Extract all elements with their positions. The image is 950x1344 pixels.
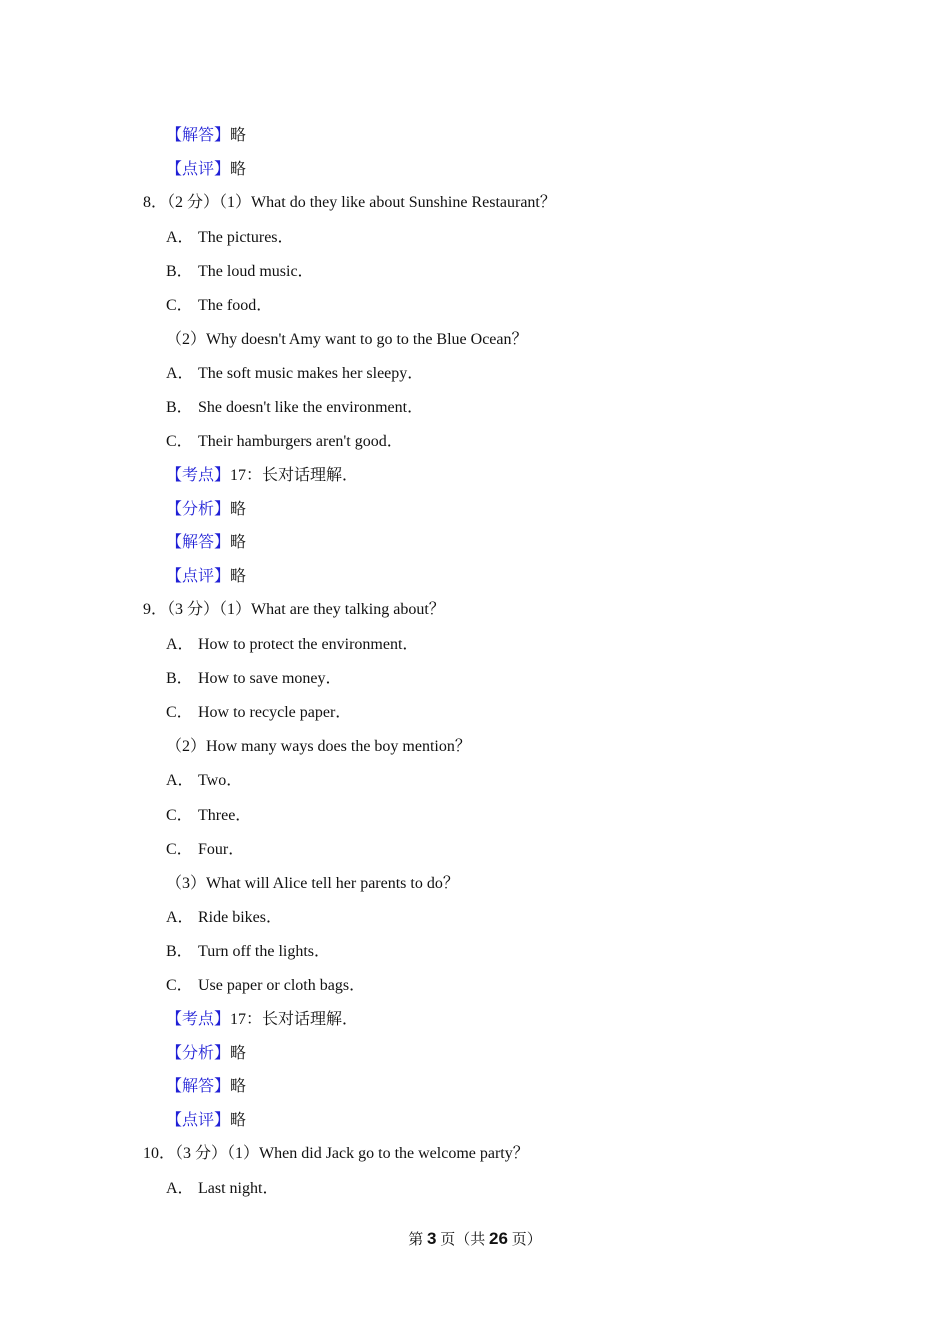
comment-line: 【点评】略	[166, 1112, 247, 1129]
option-c: C． Four．	[166, 841, 245, 858]
page-footer: 第 3 页（共 26 页）	[408, 1229, 542, 1248]
option-c: C． The food．	[166, 297, 273, 314]
option-c: C． Their hamburgers aren't good．	[166, 433, 403, 450]
sub-question: （2）Why doesn't Amy want to go to the Blue Ocean？	[166, 331, 528, 348]
analysis-line: 【分析】略	[166, 501, 247, 518]
answer-line: 【解答】略	[166, 127, 247, 144]
sub-question: （3）What will Alice tell her parents to do？	[166, 875, 459, 892]
current-page-number: 3	[427, 1229, 437, 1248]
question-9-stem: 9．（3 分）（1）What are they talking about？	[143, 601, 445, 618]
option-c: C． Three．	[166, 807, 252, 824]
question-8-stem: 8．（2 分）（1）What do they like about Sunshine Restaurant？	[143, 194, 556, 211]
option-c: C． How to recycle paper．	[166, 704, 352, 721]
option-b: B． How to save money．	[166, 670, 342, 687]
answer-line: 【解答】略	[166, 1078, 247, 1095]
option-a: A． The pictures．	[166, 229, 294, 246]
option-b: B． She doesn't like the environment．	[166, 399, 424, 416]
option-a: A． Last night．	[166, 1180, 279, 1197]
option-b: B． Turn off the lights．	[166, 943, 331, 960]
sub-question: （2）How many ways does the boy mention？	[166, 738, 471, 755]
total-page-count: 26	[489, 1229, 508, 1248]
option-a: A． Two．	[166, 772, 243, 789]
comment-line: 【点评】略	[166, 568, 247, 585]
option-c: C． Use paper or cloth bags．	[166, 977, 366, 994]
option-b: B． The loud music．	[166, 263, 314, 280]
question-10-stem: 10．（3 分）（1）When did Jack go to the welcome party？	[143, 1145, 529, 1162]
knowledge-point-line: 【考点】17：长对话理解．	[166, 467, 359, 484]
analysis-line: 【分析】略	[166, 1045, 247, 1062]
option-a: A． How to protect the environment．	[166, 636, 419, 653]
option-a: A． The soft music makes her sleepy．	[166, 365, 424, 382]
comment-line: 【点评】略	[166, 161, 247, 178]
knowledge-point-line: 【考点】17：长对话理解．	[166, 1011, 359, 1028]
option-a: A． Ride bikes．	[166, 909, 282, 926]
answer-line: 【解答】略	[166, 534, 247, 551]
